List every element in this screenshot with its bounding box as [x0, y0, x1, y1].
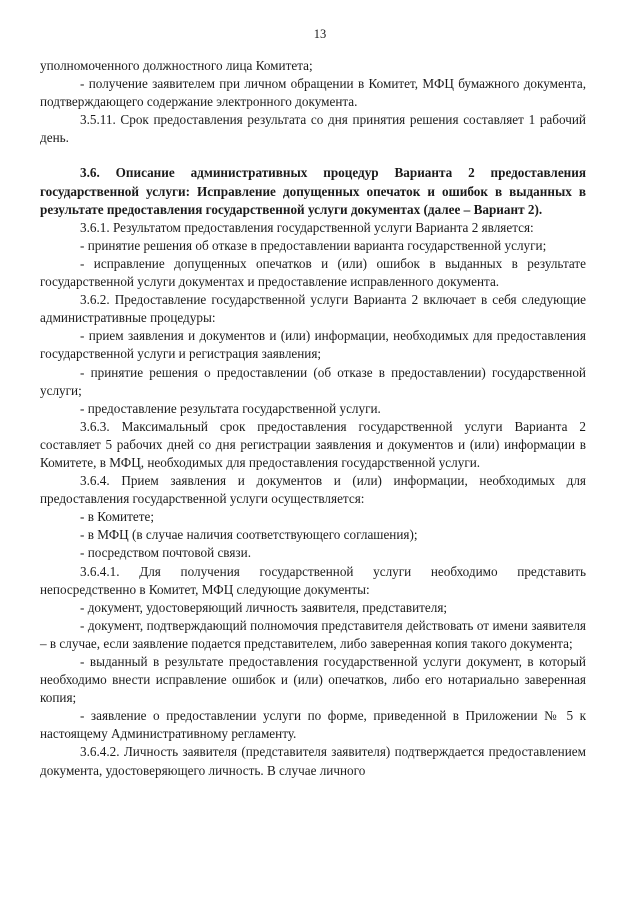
paragraph: 3.6.1. Результатом предоставления государственной услуги Варианта 2 является:: [80, 219, 534, 235]
document-body: [40, 57, 586, 780]
list-item: - в МФЦ (в случае наличия соответствующего соглашения);: [80, 527, 418, 543]
section-heading: 3.6. Описание административных процедур Варианта 2 предоставления государственной услуги: Исправление допущенных опечаток и ошибок в выданных в результате предоставления государственной услуги документах (далее – Вариант 2).: [40, 165, 586, 217]
paragraph: 3.6.2. Предоставление государственной услуги Варианта 2 включает в себя следующие административные процедуры:: [40, 292, 586, 326]
paragraph: - получение заявителем при личном обращении в Комитет, МФЦ бумажного документа, подтверждающего содержание электронного документа.: [40, 76, 586, 110]
list-item: - документ, подтверждающий полномочия представителя действовать от имени заявителя – в случае, если заявление подается представителем, либо заверенная копия такого документа;: [40, 617, 586, 651]
list-item: - заявление о предоставлении услуги по форме, приведенной в Приложении № 5 к настоящему Административному регламенту.: [40, 708, 586, 742]
list-item: - в Комитете;: [80, 509, 154, 525]
list-item: - принятие решения о предоставлении (об отказе в предоставлении) государственной услуги;: [40, 364, 586, 398]
list-item: - предоставление результата государственной услуги.: [80, 400, 381, 416]
list-item: - прием заявления и документов и (или) информации, необходимых для предоставления государственной услуги и регистрация заявления;: [40, 328, 586, 362]
paragraph: уполномоченного должностного лица Комитета;: [40, 58, 313, 73]
paragraph: 3.5.11. Срок предоставления результата со дня принятия решения составляет 1 рабочий день.: [40, 112, 586, 146]
paragraph: 3.6.4.2. Личность заявителя (представителя заявителя) подтверждается предоставлением документа, удостоверяющего личность. В случае личного: [40, 744, 586, 778]
page-number: 13: [313, 27, 327, 41]
list-item: - посредством почтовой связи.: [80, 545, 251, 561]
paragraph: 3.6.4. Прием заявления и документов и (или) информации, необходимых для предоставления государственной услуги осуществляется:: [40, 473, 586, 507]
list-item: - документ, удостоверяющий личность заявителя, представителя;: [80, 599, 448, 615]
list-item: - исправление допущенных опечатков и (или) ошибок в выданных в результате государственной услуги документах и предоставление исправленного документа.: [40, 255, 586, 290]
paragraph: 3.6.4.1. Для получения государственной услуги необходимо представить непосредственно в Комитет, МФЦ следующие документы:: [40, 563, 586, 597]
list-item: - принятие решения об отказе в предоставлении варианта государственной услуги;: [80, 237, 547, 253]
paragraph: 3.6.3. Максимальный срок предоставления государственной услуги Варианта 2 составляет 5 рабочих дней со дня регистрации заявления и документов и (или) информации в Комитете, в МФЦ, необходимых для предоставления государственной услуги.: [40, 418, 586, 470]
list-item: - выданный в результате предоставления государственной услуги документ, в который необходимо внести исправление ошибок и (или) опечатков, либо его нотариально заверенная копия;: [40, 654, 586, 706]
